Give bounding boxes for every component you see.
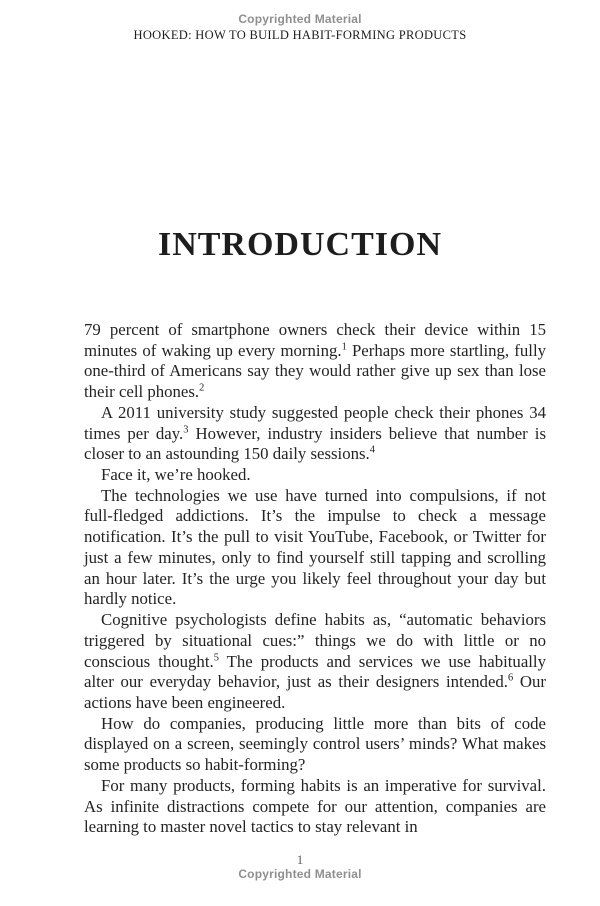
footnote-ref: 1: [341, 341, 347, 353]
footnote-ref: 6: [507, 672, 514, 684]
paragraph: The technologies we use have turned into compulsions, if not full-fledged addictions. It’s the impulse to check a message notification. It’s the pull to visit YouTube, Facebook, or Twitter for just a few minutes, only to find yourself still tapping and scrolling an hour later. It’s the urge you likely feel throughout your day but hardly notice.: [84, 485, 546, 609]
copyright-notice-top: Copyrighted Material: [238, 12, 362, 26]
paragraph: Face it, we’re hooked.: [101, 465, 251, 485]
paragraph: A 2011 university study suggested people check their phones 34 times per day.$^3$ However, industry insiders believe that number is closer to an astounding 150 daily sessions.$^4$: [84, 402, 546, 464]
footnote-ref: 4: [369, 444, 375, 456]
footnote-ref: 3: [183, 424, 189, 435]
paragraph: Cognitive psychologists define habits as, “automatic behaviors triggered by situational cues:” things we do with little or no conscious thought.$^5$ The products and services we use habitually alter our everyday behavior, just as their designers intended.$^6$ Our actions have been engineered.: [84, 610, 547, 712]
paragraph: 79 percent of smartphone owners check their device within 15 minutes of waking up every morning.$^1$ Perhaps more startling, fully one-third of Americans say they would rather give up sex than lose their cell phones.$^2$: [84, 320, 547, 402]
paragraph: How do companies, producing little more than bits of code displayed on a screen, seemingly control users’ minds? What makes some products so habit-forming?: [84, 713, 546, 775]
chapter-title: INTRODUCTION: [157, 226, 443, 263]
copyright-notice-bottom: Copyrighted Material: [238, 867, 362, 881]
page-number: 1: [296, 853, 304, 867]
footnote-ref: 5: [213, 651, 219, 663]
running-header: HOOKED: HOW TO BUILD HABIT-FORMING PRODUCTS: [133, 28, 467, 42]
paragraph: For many products, forming habits is an imperative for survival. As infinite distractions compete for our attention, companies are learning to master novel tactics to stay relevant in: [84, 775, 546, 837]
footnote-ref: 2: [199, 382, 205, 394]
page-body: [84, 320, 546, 838]
